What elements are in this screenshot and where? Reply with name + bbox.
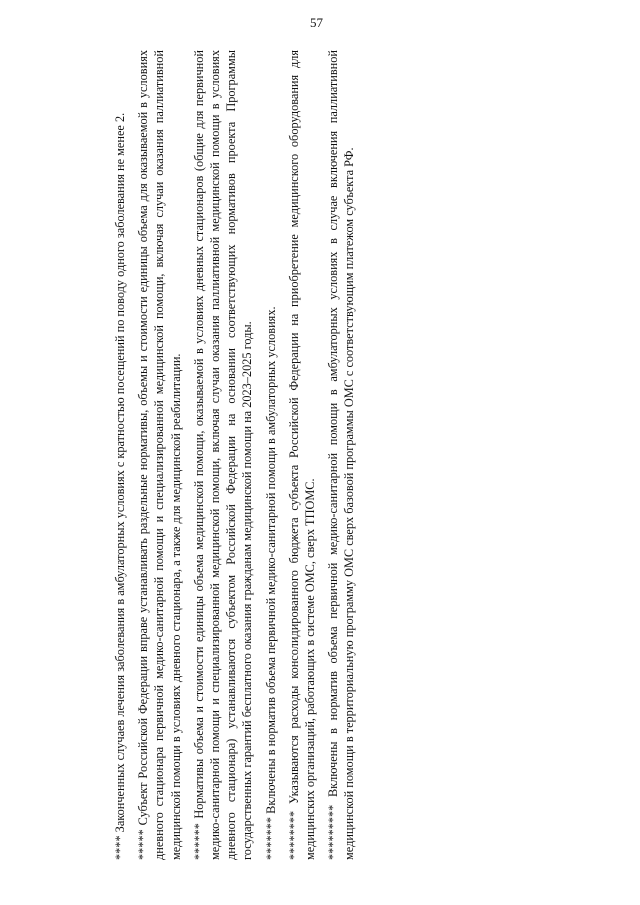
footnote-7: ******* Включены в норматив объема первичной медико-санитарной помощи в амбулаторных условиях.: [263, 306, 278, 860]
footnote-5: ***** Субъект Российской Федерации вправе устанавливать раздельные нормативы, объемы и стоимости единицы объема для оказываемой в условиях дневного стационара первичной медико-санитарной помощи и специализированной медицинской помощи, включая случаи оказания паллиативной медицинской помощи в условиях дневного стационара, а также для медицинской реабилитации.: [136, 50, 183, 860]
footnote-8: ******** Указываются расходы консолидированного бюджета субъекта Российской Федерации на приобретение медицинского оборудования для медицинских организаций, работающих в системе ОМС, сверх ТПОМС.: [286, 50, 318, 860]
footnote-9: ********* Включены в норматив объема первичной медико-санитарной помощи в амбулаторных условиях в случае включения паллиативной медицинской помощи в территориальную программу ОМС сверх базовой программы ОМС с соответствующим платежом субъекта РФ.: [326, 50, 357, 860]
page-number: 57: [310, 15, 323, 30]
footnote-6: ****** Нормативы объема и стоимости единицы объема медицинской помощи, оказываемой в условиях дневных стационаров (общие для первичной медико-санитарной помощи и специализированной медицинской помощи, включая случаи оказания паллиативной медицинской помощи в условиях дневного стационара) устанавливаются субъектом Российской Федерации на основании соответствующих нормативов проекта Программы государственных гарантий бесплатного оказания гражданам медицинской помощи на 2023–2025 годы.: [191, 50, 255, 860]
footnotes-block: [112, 50, 358, 860]
footnote-4: **** Законченных случаев лечения заболевания в амбулаторных условиях с кратностью посещений по поводу одного заболевания не менее 2.: [113, 112, 127, 860]
